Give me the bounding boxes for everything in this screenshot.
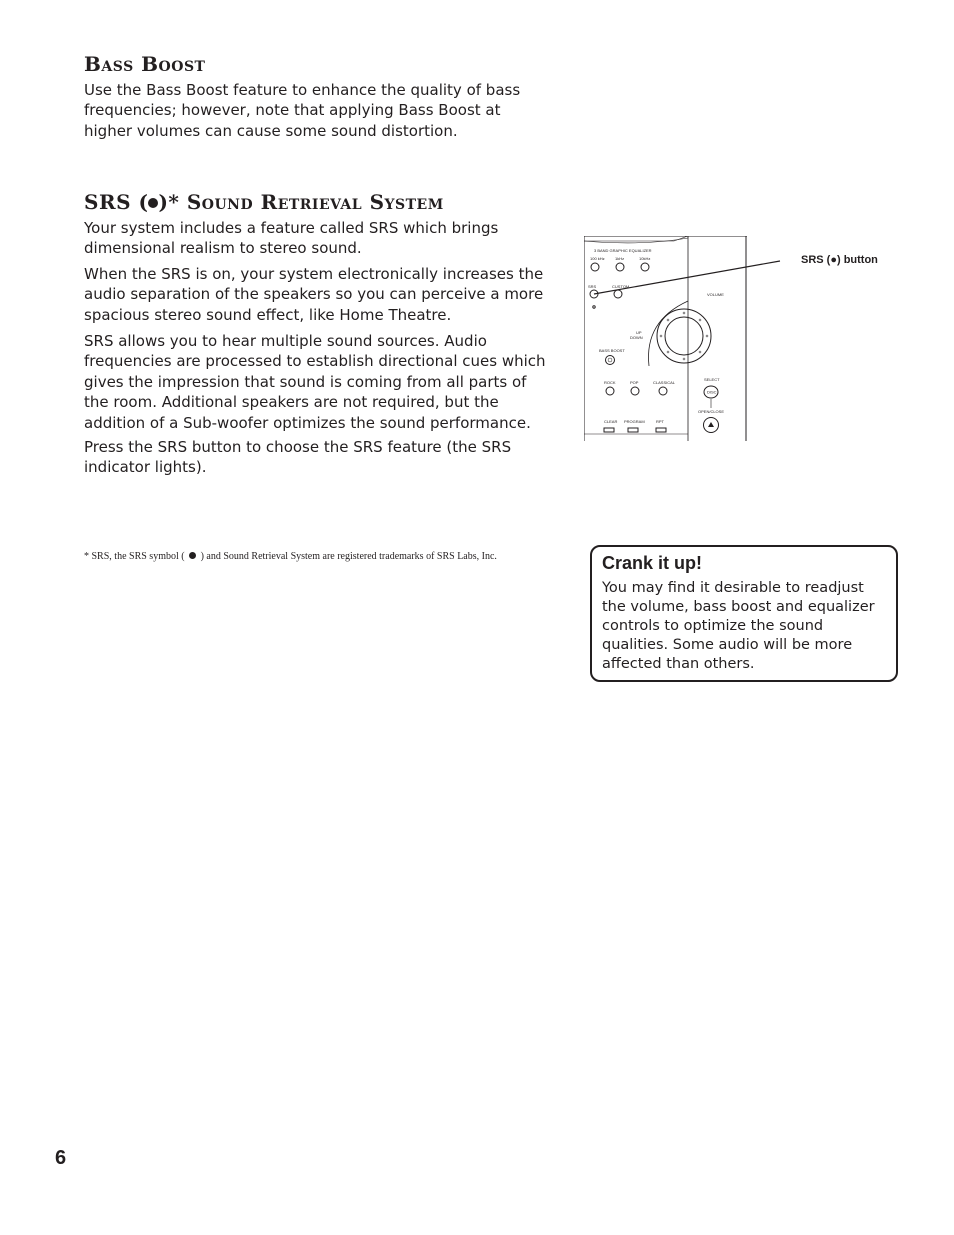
page-number: 6 — [55, 1147, 67, 1169]
srs-paragraph-1: Your system includes a feature called SRS which brings dimensional realism to stereo sound. — [84, 219, 499, 258]
volume-dial-markers — [660, 312, 708, 360]
disc-label: DISC — [707, 389, 717, 395]
trademark-footnote — [84, 551, 497, 562]
footnote-after: ) and Sound Retrieval System are registered trademarks of SRS Labs, Inc. — [200, 551, 497, 562]
rpt-button[interactable] — [656, 428, 666, 432]
srs-paragraph-3: SRS allows you to hear multiple sound sources. Audio frequencies are processed to establish directional cues which gives the impression that sound is coming from all parts of the room. Additional speakers are not required, but the addition of a Sub-woofer optimizes the sound performance. — [84, 332, 546, 432]
program-button[interactable] — [628, 428, 638, 432]
eq-low-label: 100 kHz — [590, 256, 605, 261]
classical-button[interactable] — [659, 387, 667, 395]
volume-label: VOLUME — [707, 292, 724, 297]
bass-boost-button[interactable] — [606, 356, 615, 365]
srs-paragraph-4: Press the SRS button to choose the SRS feature (the SRS indicator lights). — [84, 438, 512, 477]
eject-icon — [708, 422, 714, 427]
eq-low-knob[interactable] — [591, 263, 599, 271]
bass-boost-indicator-icon — [608, 358, 612, 362]
srs-callout-line — [594, 261, 780, 294]
srs-indicator-icon — [593, 306, 595, 308]
select-label: SELECT — [704, 377, 720, 382]
crank-it-up-box — [590, 545, 898, 682]
eq-high-knob[interactable] — [641, 263, 649, 271]
clear-label: CLEAR — [604, 419, 618, 424]
srs-heading — [84, 190, 444, 214]
up-label: UP — [636, 330, 642, 335]
bass-boost-heading: Bass Boost — [84, 52, 206, 76]
bass-boost-label: BASS BOOST — [599, 348, 625, 353]
srs-dot-icon — [148, 198, 158, 208]
crank-title: Crank it up! — [602, 553, 703, 573]
rpt-label: RPT — [656, 419, 664, 424]
rock-label: ROCK — [604, 380, 616, 385]
open-close-label: OPEN/CLOSE — [698, 409, 725, 414]
rock-button[interactable] — [606, 387, 614, 395]
srs-paragraph-2: When the SRS is on, your system electronically increases the audio separation of the speakers so you can perceive a more spacious stereo sound effect, like Home Theatre. — [84, 265, 544, 324]
footnote-before: * SRS, the SRS symbol ( — [84, 551, 185, 562]
bass-boost-body: Use the Bass Boost feature to enhance the quality of bass frequencies; however, note that applying Bass Boost at higher volumes can cause some sound distortion. — [84, 81, 521, 140]
stereo-panel-diagram — [584, 236, 894, 446]
down-label: DOWN — [630, 335, 643, 340]
program-label: PROGRAM — [624, 419, 645, 424]
srs-button-callout: SRS (●) button — [801, 254, 878, 266]
custom-label: CUSTOM — [612, 284, 630, 289]
crank-body: You may find it desirable to readjust the volume, bass boost and equalizer controls to optimize the sound qualities. Some audio will be more affected than others. — [602, 580, 875, 672]
eq-mid-label: 1kHz — [615, 256, 625, 261]
srs-heading-prefix: SRS ( — [84, 190, 149, 214]
pop-label: POP — [630, 380, 639, 385]
equalizer-label: 3 BAND GRAPHIC EQUALIZER — [594, 248, 652, 253]
eq-mid-knob[interactable] — [616, 263, 624, 271]
clear-button[interactable] — [604, 428, 614, 432]
volume-dial-inner[interactable] — [665, 317, 703, 355]
srs-label: SRS — [588, 284, 597, 289]
eq-high-label: 10kHz — [639, 256, 651, 261]
pop-button[interactable] — [631, 387, 639, 395]
srs-heading-suffix: )* Sound Retrieval System — [158, 190, 444, 214]
classical-label: CLASSICAL — [653, 380, 676, 385]
custom-button[interactable] — [614, 290, 622, 298]
srs-symbol-icon — [189, 552, 196, 559]
